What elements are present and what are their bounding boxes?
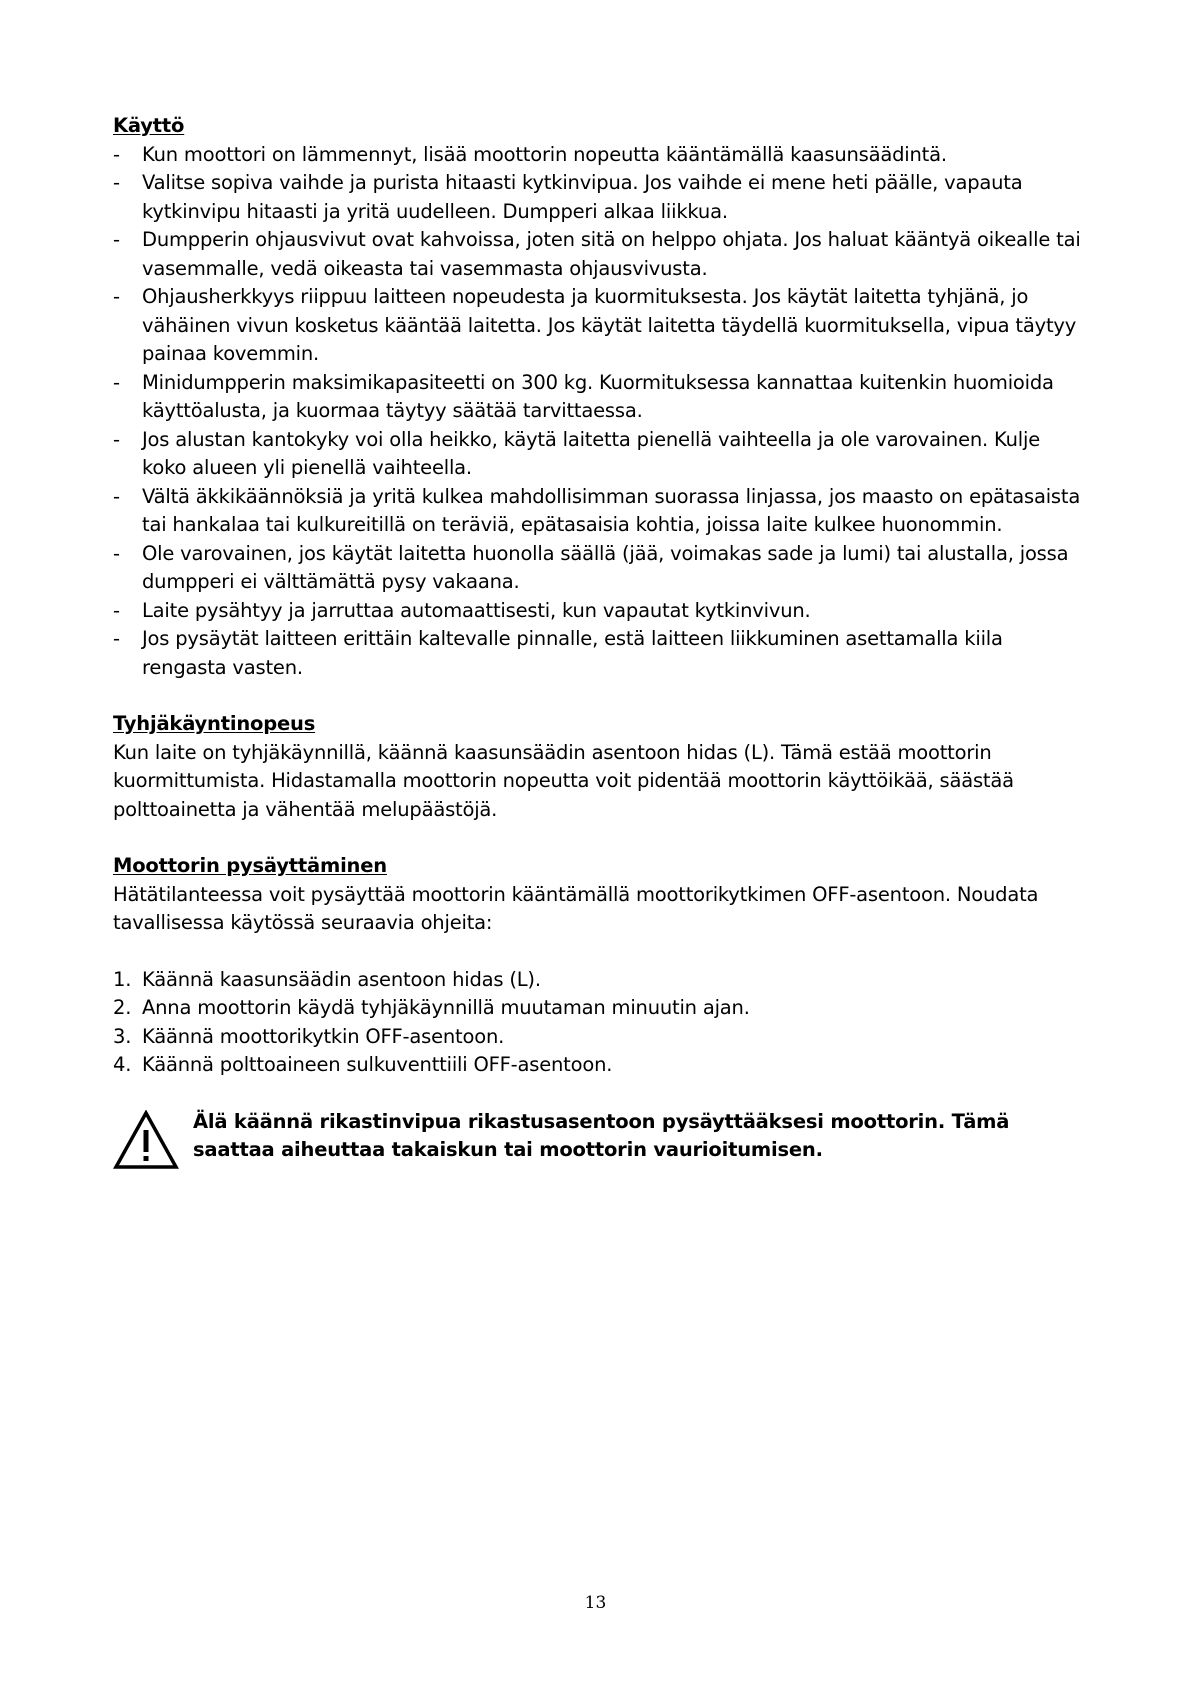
list-item (113, 426, 1083, 483)
list-item (113, 540, 1083, 597)
list-item (113, 966, 1083, 995)
list-item (113, 283, 1083, 369)
bullet-dash: - (113, 627, 120, 650)
list-item (113, 369, 1083, 426)
bullet-dash: - (113, 142, 120, 166)
bullet-text: Laite pysähtyy ja jarruttaa automaattisesti, kun vapautat kytkinvivun. (142, 598, 811, 622)
stop-steps-list (113, 966, 1083, 1080)
bullet-dash: - (113, 370, 120, 394)
section-heading-pysayttaminen: Moottorin pysäyttäminen (113, 854, 387, 877)
bullet-text: Jos alustan kantokyky voi olla heikko, käytä laitetta pienellä vaihteella ja ole varovainen. Kulje koko alueen yli pienellä vaihteella. (142, 427, 1041, 479)
kaytto-bullet-list (113, 141, 1083, 683)
list-item (113, 994, 1083, 1023)
step-number: 3. (113, 1024, 132, 1048)
bullet-text: Vältä äkkikäännöksiä ja yritä kulkea mahdollisimman suorassa linjassa, jos maasto on epätasaista tai hankalaa tai kulkureitillä on teräviä, epätasaisia kohtia, joissa laite kulkee huonommin. (142, 484, 1081, 536)
bullet-dash: - (113, 541, 120, 565)
bullet-text: Ole varovainen, jos käytät laitetta huonolla säällä (jää, voimakas sade ja lumi) tai alustalla, jossa dumpperi ei välttämättä pysy vakaana. (142, 541, 1069, 593)
list-item (113, 483, 1083, 540)
bullet-text: Valitse sopiva vaihde ja purista hitaasti kytkinvipua. Jos vaihde ei mene heti päälle, vapauta kytkinvipu hitaasti ja yritä uudelleen. Dumpperi alkaa liikkua. (142, 171, 1023, 223)
list-item (113, 169, 1083, 226)
page-number: 13 (584, 1593, 607, 1613)
bullet-text: Ohjausherkkyys riippuu laitteen nopeudesta ja kuormituksesta. Jos käytät laitetta tyhjänä, jo vähäinen vivun kosketus kääntää laitetta. Jos käytät laitetta täydellä kuormituksella, vipua täytyy painaa kovemmin. (142, 285, 1077, 365)
bullet-dash: - (113, 285, 120, 308)
section-spacer (113, 938, 1083, 966)
bullet-text: Jos pysäytät laitteen erittäin kaltevalle pinnalle, estä laitteen liikkuminen asettamalla kiila rengasta vasten. (142, 627, 1003, 679)
step-number: 2. (113, 996, 132, 1019)
list-item (113, 625, 1083, 682)
warning-note (113, 1108, 1083, 1172)
section-heading-kaytto: Käyttö (113, 114, 185, 137)
bullet-text: Minidumpperin maksimikapasiteetti on 300 kg. Kuormituksessa kannattaa kuitenkin huomioida käyttöalusta, ja kuormaa täytyy säätää tarvittaessa. (142, 370, 1054, 422)
step-number: 4. (113, 1053, 132, 1076)
step-text: Anna moottorin käydä tyhjäkäynnillä muutaman minuutin ajan. (142, 996, 750, 1019)
bullet-dash: - (113, 484, 120, 508)
bullet-dash: - (113, 228, 120, 251)
step-text: Käännä kaasunsäädin asentoon hidas (L). (142, 967, 541, 991)
bullet-text: Kun moottori on lämmennyt, lisää moottorin nopeutta kääntämällä kaasunsäädintä. (142, 142, 947, 166)
step-number: 1. (113, 967, 132, 991)
step-text: Käännä polttoaineen sulkuventtiili OFF-asentoon. (142, 1053, 613, 1076)
bullet-dash: - (113, 598, 120, 622)
list-item (113, 597, 1083, 626)
section-spacer (113, 824, 1083, 852)
section-heading-tyhjakayntinopeus: Tyhjäkäyntinopeus (113, 712, 316, 735)
bullet-dash: - (113, 171, 120, 194)
tyhjakayntinopeus-paragraph: Kun laite on tyhjäkäynnillä, käännä kaasunsäädin asentoon hidas (L). Tämä estää moottorin kuormittumista. Hidastamalla moottorin nopeutta voit pidentää moottorin käyttöikää, säästää polttoainetta ja vähentää melupäästöjä. (113, 740, 1014, 821)
list-item (113, 141, 1083, 170)
list-item (113, 1023, 1083, 1052)
list-item (113, 226, 1083, 283)
bullet-text: Dumpperin ohjausvivut ovat kahvoissa, joten sitä on helppo ohjata. Jos haluat kääntyä oikealle tai vasemmalle, vedä oikeasta tai vasemmasta ohjausvivusta. (142, 228, 1081, 280)
list-item (113, 1051, 1083, 1080)
section-spacer (113, 682, 1083, 710)
bullet-dash: - (113, 427, 120, 451)
pysayttaminen-paragraph: Hätätilanteessa voit pysäyttää moottorin kääntämällä moottorikytkimen OFF-asentoon. Noudata tavallisessa käytössä seuraavia ohjeita: (113, 882, 1039, 934)
document-page (113, 112, 1083, 1172)
step-text: Käännä moottorikytkin OFF-asentoon. (142, 1024, 505, 1048)
warning-text: Älä käännä rikastinvipua rikastusasentoon pysäyttääksesi moottorin. Tämä saattaa aiheuttaa takaiskun tai moottorin vaurioitumisen. (193, 1109, 1010, 1161)
warning-triangle-icon (113, 1110, 179, 1170)
